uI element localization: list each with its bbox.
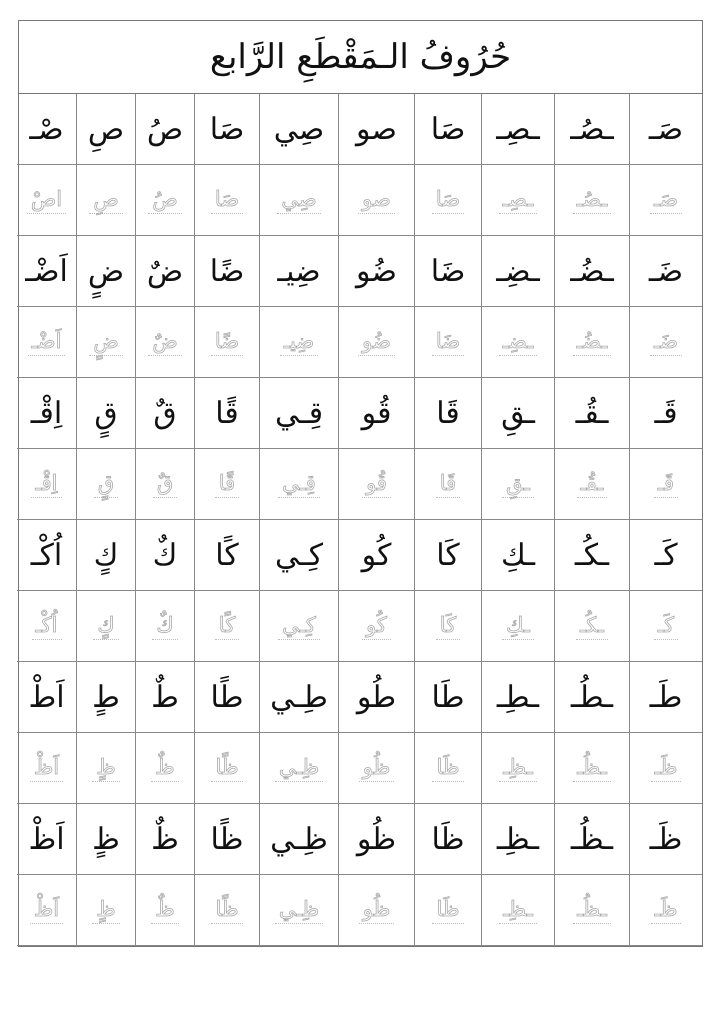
tracing-cell [17, 165, 76, 236]
tracing-text: اَظْ [30, 755, 63, 782]
letter-text: صِ [87, 111, 125, 147]
tracing-cell [414, 449, 481, 520]
letter-cell [135, 804, 194, 875]
tracing-text: ـضُـ [573, 329, 612, 356]
letter-text: ظًا [210, 821, 244, 857]
tracing-cell [194, 449, 259, 520]
tracing-cell [414, 875, 481, 946]
letter-cell [259, 236, 338, 307]
tracing-text: صِي [277, 187, 320, 214]
letter-cell [554, 520, 629, 591]
tracing-text: كَا [436, 613, 460, 640]
letter-cell [481, 378, 554, 449]
tracing-cell [17, 875, 76, 946]
letter-cell [481, 236, 554, 307]
tracing-text: قًا [215, 471, 239, 498]
letter-text: اُكْـ [30, 537, 63, 573]
letter-text: اَضْـ [25, 253, 68, 289]
letter-text: طٌ [151, 679, 179, 715]
tracing-cell [135, 449, 194, 520]
letter-cell [414, 378, 481, 449]
tracing-cell [481, 875, 554, 946]
tracing-cell [414, 307, 481, 378]
letter-text: ـكِ [500, 537, 536, 573]
tracing-cell [338, 165, 414, 236]
tracing-cell [17, 307, 76, 378]
letter-cell [338, 94, 414, 165]
tracing-text: كُو [362, 613, 391, 640]
letter-cell [17, 662, 76, 733]
letter-cell [194, 662, 259, 733]
letter-cell [338, 804, 414, 875]
tracing-text: ضَا [432, 329, 464, 356]
letter-cell [554, 662, 629, 733]
tracing-text: قَا [436, 471, 460, 498]
letter-text: قُو [361, 395, 392, 431]
tracing-text: ظٌ [151, 897, 178, 924]
tracing-cell [338, 591, 414, 662]
tracing-cell [414, 733, 481, 804]
tracing-text: ـقِ [502, 471, 534, 498]
letter-text: قِـي [274, 395, 324, 431]
letter-text: طِـي [270, 679, 328, 715]
letter-text: ـظِـ [496, 821, 540, 857]
tracing-cell [629, 591, 702, 662]
tracing-cell [135, 875, 194, 946]
letter-text: ضٌ [146, 253, 184, 289]
letter-cell [481, 520, 554, 591]
tracing-cell [259, 307, 338, 378]
tracing-text: قٌ [153, 471, 177, 498]
tracing-text: ظٍ [92, 755, 119, 782]
letter-cell [76, 378, 135, 449]
tracing-text: ـصُـ [573, 187, 612, 214]
tracing-cell [629, 449, 702, 520]
letter-cell [194, 94, 259, 165]
tracing-cell [17, 733, 76, 804]
tracing-cell [194, 591, 259, 662]
tracing-text: قٍ [94, 471, 118, 498]
tracing-cell [135, 591, 194, 662]
tracing-text: ظَـ [651, 755, 682, 782]
tracing-text: اِقْـ [31, 471, 61, 498]
letter-cell [554, 378, 629, 449]
tracing-text: كَـ [654, 613, 678, 640]
letter-cell [76, 804, 135, 875]
letter-text: اَظْ [28, 821, 65, 857]
tracing-cell [194, 165, 259, 236]
tracing-text: صِ [89, 187, 122, 214]
tracing-text: ظُو [359, 755, 395, 782]
tracing-cell [259, 591, 338, 662]
letter-text: ضٍ [87, 253, 125, 289]
letter-text: صْـ [29, 111, 64, 147]
tracing-cell [259, 165, 338, 236]
letter-cell [414, 662, 481, 733]
tracing-cell [17, 591, 76, 662]
tracing-text: ظَـ [651, 897, 682, 924]
letter-text: طَا [431, 679, 465, 715]
letter-text: ـقُـ [575, 395, 609, 431]
letter-text: ـضُـ [570, 253, 614, 289]
letter-cell [554, 804, 629, 875]
letter-cell [629, 94, 702, 165]
tracing-cell [135, 307, 194, 378]
tracing-text: ظٌ [151, 755, 178, 782]
tracing-text: ظِـي [275, 897, 323, 924]
letter-cell [629, 236, 702, 307]
letter-text: ظُو [356, 821, 397, 857]
letter-text: صو [356, 111, 397, 147]
tracing-text: ضًا [211, 329, 243, 356]
tracing-text: ظَا [432, 897, 463, 924]
tracing-text: ـظُـ [573, 897, 611, 924]
letter-cell [17, 236, 76, 307]
tracing-text: اَضْـ [28, 329, 66, 356]
letter-text: قًا [215, 395, 239, 431]
tracing-text: ضِيـ [280, 329, 318, 356]
tracing-text: ضٍ [89, 329, 122, 356]
letter-cell [17, 94, 76, 165]
letter-text: قٌ [153, 395, 177, 431]
tracing-cell [481, 165, 554, 236]
tracing-text: كِـي [278, 613, 320, 640]
tracing-cell [629, 165, 702, 236]
tracing-cell [481, 733, 554, 804]
tracing-cell [414, 165, 481, 236]
tracing-cell [76, 875, 135, 946]
tracing-cell [338, 307, 414, 378]
letter-text: ظٍ [92, 821, 120, 857]
letter-cell [259, 520, 338, 591]
letter-cell [259, 378, 338, 449]
letter-text: صَا [209, 111, 245, 147]
tracing-text: اَظْ [30, 897, 63, 924]
letter-cell [135, 236, 194, 307]
tracing-cell [629, 733, 702, 804]
tracing-text: قُو [362, 471, 391, 498]
tracing-cell [554, 875, 629, 946]
letter-cell [76, 520, 135, 591]
tracing-cell [194, 307, 259, 378]
tracing-text: ضُو [358, 329, 395, 356]
letter-text: ظَا [431, 821, 465, 857]
letter-cell [338, 378, 414, 449]
letter-cell [76, 662, 135, 733]
tracing-cell [481, 307, 554, 378]
letter-cell [17, 804, 76, 875]
letter-text: كُو [361, 537, 392, 573]
tracing-text: كٍ [93, 613, 118, 640]
letter-text: ضُو [356, 253, 397, 289]
page-title: حُرُوفُ الـمَقْطَعِ الرَّابع [19, 21, 702, 94]
letter-cell [338, 520, 414, 591]
tracing-cell [194, 733, 259, 804]
letter-text: كِـي [274, 537, 324, 573]
tracing-text: كًا [215, 613, 239, 640]
letter-text: كَـ [654, 537, 678, 573]
letter-text: طُو [356, 679, 397, 715]
tracing-text: ظِـي [275, 755, 323, 782]
tracing-text: اُكْـ [32, 613, 62, 640]
tracing-cell [259, 449, 338, 520]
letter-cell [194, 804, 259, 875]
tracing-cell [76, 733, 135, 804]
tracing-text: صَا [432, 187, 464, 214]
letter-cell [259, 662, 338, 733]
letter-cell [481, 94, 554, 165]
letter-text: ـكُـ [574, 537, 610, 573]
letter-cell [481, 662, 554, 733]
tracing-cell [554, 449, 629, 520]
letter-cell [629, 378, 702, 449]
tracing-text: قِـي [278, 471, 320, 498]
letter-cell [481, 804, 554, 875]
letter-cell [259, 804, 338, 875]
letter-cell [76, 236, 135, 307]
tracing-cell [338, 875, 414, 946]
letter-cell [629, 520, 702, 591]
letter-text: ـظُـ [570, 821, 614, 857]
letter-text: كٌ [152, 537, 178, 573]
letter-cell [629, 662, 702, 733]
tracing-cell [259, 733, 338, 804]
letter-cell [17, 520, 76, 591]
letter-text: ـطُـ [570, 679, 614, 715]
tracing-text: ضَـ [650, 329, 682, 356]
tracing-text: ـظِـ [499, 897, 537, 924]
tracing-cell [554, 165, 629, 236]
letter-cell [17, 378, 76, 449]
letter-cell [194, 520, 259, 591]
letter-cell [135, 520, 194, 591]
tracing-cell [338, 733, 414, 804]
letter-text: ظَـ [649, 821, 683, 857]
tracing-text: ـضِـ [499, 329, 538, 356]
tracing-text: كٌ [152, 613, 177, 640]
letter-text: اِقْـ [30, 395, 63, 431]
letter-cell [135, 662, 194, 733]
letter-text: كٍ [93, 537, 119, 573]
letter-text: قَـ [654, 395, 678, 431]
letter-text: طًا [210, 679, 244, 715]
tracing-cell [629, 875, 702, 946]
letter-cell [194, 236, 259, 307]
tracing-text: صو [358, 187, 395, 214]
tracing-cell [76, 449, 135, 520]
letter-text: قٍ [94, 395, 118, 431]
tracing-cell [76, 307, 135, 378]
letter-cell [338, 662, 414, 733]
tracing-cell [194, 875, 259, 946]
letter-cell [414, 236, 481, 307]
letter-text: ـضِـ [496, 253, 540, 289]
tracing-cell [17, 449, 76, 520]
letter-text: ـقِ [501, 395, 535, 431]
letter-grid [19, 94, 702, 946]
letter-text: طَـ [649, 679, 683, 715]
letter-text: ـطِـ [496, 679, 540, 715]
letter-cell [554, 236, 629, 307]
tracing-text: ـظُـ [573, 755, 611, 782]
letter-text: اَطْ [28, 679, 65, 715]
tracing-text: ـقُـ [577, 471, 608, 498]
tracing-text: ظًا [211, 897, 242, 924]
letter-text: ضًا [209, 253, 245, 289]
tracing-text: ـكِ [502, 613, 534, 640]
letter-text: ضَا [430, 253, 466, 289]
letter-text: ـصُـ [570, 111, 614, 147]
tracing-cell [481, 449, 554, 520]
tracing-text: صَـ [650, 187, 682, 214]
letter-cell [629, 804, 702, 875]
letter-cell [414, 520, 481, 591]
tracing-cell [481, 591, 554, 662]
letter-text: ضَـ [648, 253, 684, 289]
tracing-cell [554, 591, 629, 662]
letter-cell [76, 94, 135, 165]
tracing-cell [135, 165, 194, 236]
letter-cell [135, 94, 194, 165]
letter-text: ضِيـ [277, 253, 321, 289]
letter-text: كًا [215, 537, 239, 573]
letter-text: ظِـي [270, 821, 328, 857]
letter-text: ـصِـ [496, 111, 540, 147]
tracing-cell [554, 307, 629, 378]
tracing-text: ظًا [211, 755, 242, 782]
tracing-cell [135, 733, 194, 804]
tracing-cell [414, 591, 481, 662]
tracing-text: قَـ [654, 471, 678, 498]
tracing-text: ضٌ [148, 329, 181, 356]
tracing-cell [554, 733, 629, 804]
letter-cell [135, 378, 194, 449]
letter-cell [194, 378, 259, 449]
tracing-text: ـكُـ [576, 613, 608, 640]
letter-text: صِي [273, 111, 325, 147]
letter-cell [338, 236, 414, 307]
letter-text: كَا [436, 537, 460, 573]
letter-text: صَـ [648, 111, 684, 147]
letter-text: صَا [430, 111, 466, 147]
tracing-text: ظَا [432, 755, 463, 782]
tracing-cell [76, 591, 135, 662]
worksheet [18, 20, 703, 947]
letter-cell [259, 94, 338, 165]
tracing-text: اصْ [27, 187, 66, 214]
tracing-cell [629, 307, 702, 378]
letter-text: قَا [436, 395, 460, 431]
letter-text: طٍ [92, 679, 120, 715]
tracing-text: صُ [148, 187, 181, 214]
letter-cell [414, 804, 481, 875]
letter-cell [414, 94, 481, 165]
tracing-text: ـظِـ [499, 755, 537, 782]
tracing-cell [76, 165, 135, 236]
letter-cell [554, 94, 629, 165]
tracing-text: ـصِـ [499, 187, 538, 214]
tracing-text: صَا [211, 187, 243, 214]
tracing-cell [338, 449, 414, 520]
letter-text: ظٌ [151, 821, 179, 857]
tracing-text: ظٍ [92, 897, 119, 924]
letter-text: صُ [146, 111, 184, 147]
tracing-cell [259, 875, 338, 946]
tracing-text: ظُو [359, 897, 395, 924]
